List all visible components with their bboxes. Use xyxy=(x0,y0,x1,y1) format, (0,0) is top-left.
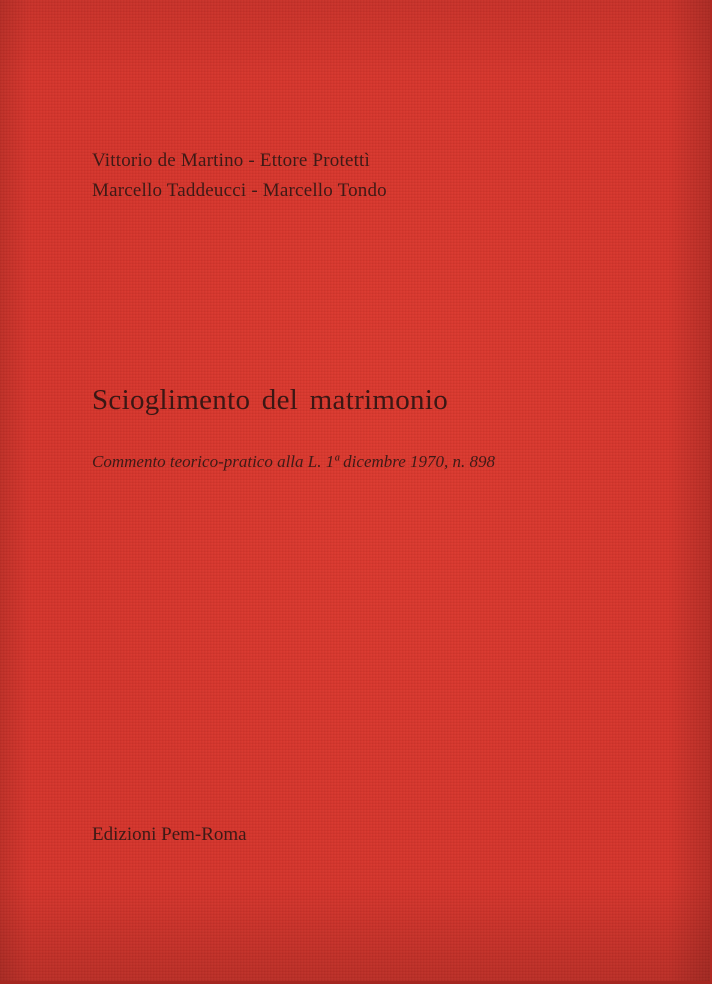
book-subtitle: Commento teorico-pratico alla L. 1ª dicembre 1970, n. 898 xyxy=(92,452,496,471)
authors-line-2: Marcello Taddeucci - Marcello Tondo xyxy=(92,180,387,201)
author-list xyxy=(92,146,387,206)
authors-line-1: Vittorio de Martino - Ettore Protettì xyxy=(92,150,371,171)
publisher-imprint: Edizioni Pem-Roma xyxy=(92,824,247,845)
book-title: Scioglimento del matrimonio xyxy=(92,384,449,416)
